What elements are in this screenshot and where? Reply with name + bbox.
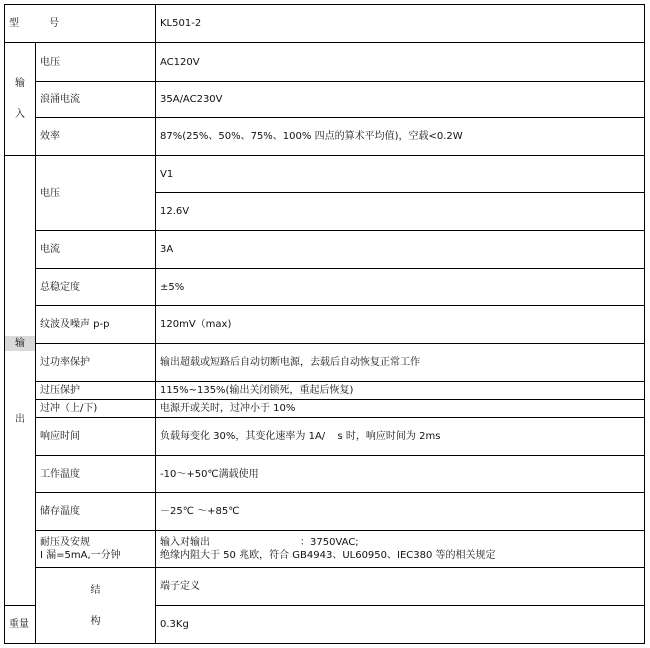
structure-label: 重量 (5, 606, 36, 644)
output-voltage-value-1: V1 (156, 156, 645, 193)
input-category (5, 43, 36, 156)
model-value: KL501-2 (156, 5, 645, 43)
structure-category-b: 构 (90, 615, 101, 627)
output-row-ripple (5, 306, 645, 344)
output-value: 120mV（max) (156, 306, 645, 344)
withstand-label-2: I 漏=5mA,一分钟 (40, 550, 121, 561)
output-label: 储存温度 (36, 493, 156, 531)
input-label: 电压 (36, 43, 156, 82)
output-row-withstand (5, 531, 645, 568)
output-row-overvoltage (5, 382, 645, 400)
output-row-voltage-1 (5, 156, 645, 193)
output-label: 纹波及噪声 p-p (36, 306, 156, 344)
output-row-current (5, 231, 645, 269)
structure-row-terminal (5, 568, 645, 606)
withstand-value-1b: ：3750VAC; (300, 537, 359, 548)
output-value: 电源开或关时，过冲小于 10% (156, 400, 645, 418)
output-label: 过压保护 (36, 382, 156, 400)
output-row-overpower (5, 344, 645, 382)
output-voltage-value-2: 12.6V (156, 193, 645, 231)
output-category-b: 出 (15, 413, 25, 425)
structure-category-a: 结 (90, 584, 101, 596)
output-category-a: 输 (5, 336, 35, 351)
input-row-inrush (5, 82, 645, 118)
output-row-operating-temp (5, 456, 645, 493)
output-value: ±5% (156, 269, 645, 306)
model-label-a: 型 (9, 18, 19, 29)
output-label: 工作温度 (36, 456, 156, 493)
output-row-overshoot (5, 400, 645, 418)
withstand-value (156, 531, 645, 568)
model-label (5, 5, 156, 43)
output-row-storage-temp (5, 493, 645, 531)
response-value-b: s 时，响应时间为 2ms (337, 431, 441, 442)
input-category-a: 输 (15, 78, 25, 89)
output-label: 电流 (36, 231, 156, 269)
model-label-b: 号 (49, 18, 59, 29)
withstand-label-1: 耐压及安规 (40, 537, 90, 548)
output-value (156, 418, 645, 456)
output-category (5, 156, 36, 606)
structure-label: 端子定义 (156, 568, 645, 606)
output-voltage-label: 电压 (36, 156, 156, 231)
output-value: 3A (156, 231, 645, 269)
input-row-voltage (5, 43, 645, 82)
response-value-a: 负载每变化 30%，其变化速率为 1A/ (160, 431, 326, 442)
structure-value: 0.3Kg (156, 606, 645, 644)
withstand-value-1a: 输入对输出 (160, 537, 210, 548)
output-value: 115%~135%(输出关闭锁死，重起后恢复) (156, 382, 645, 400)
output-value: -10～+50℃满载使用 (156, 456, 645, 493)
input-value: AC120V (156, 43, 645, 82)
output-row-stability (5, 269, 645, 306)
output-value: －25℃ ～+85℃ (156, 493, 645, 531)
output-label: 响应时间 (36, 418, 156, 456)
output-value: 输出超载或短路后自动切断电源，去载后自动恢复正常工作 (156, 344, 645, 382)
output-label: 过冲（上/下) (36, 400, 156, 418)
input-category-b: 入 (15, 109, 25, 120)
withstand-label (36, 531, 156, 568)
withstand-value-2: 绝缘内阻大于 50 兆欧，符合 GB4943、UL60950、IEC380 等的相关规定 (160, 550, 496, 561)
model-row (5, 5, 645, 43)
input-label: 效率 (36, 118, 156, 156)
input-value: 87%(25%、50%、75%、100% 四点的算术平均值)，空载<0.2W (156, 118, 645, 156)
structure-category (36, 568, 156, 644)
spec-table (4, 4, 645, 644)
output-label: 总稳定度 (36, 269, 156, 306)
input-label: 浪涌电流 (36, 82, 156, 118)
output-label: 过功率保护 (36, 344, 156, 382)
output-row-response (5, 418, 645, 456)
input-value: 35A/AC230V (156, 82, 645, 118)
input-row-efficiency (5, 118, 645, 156)
